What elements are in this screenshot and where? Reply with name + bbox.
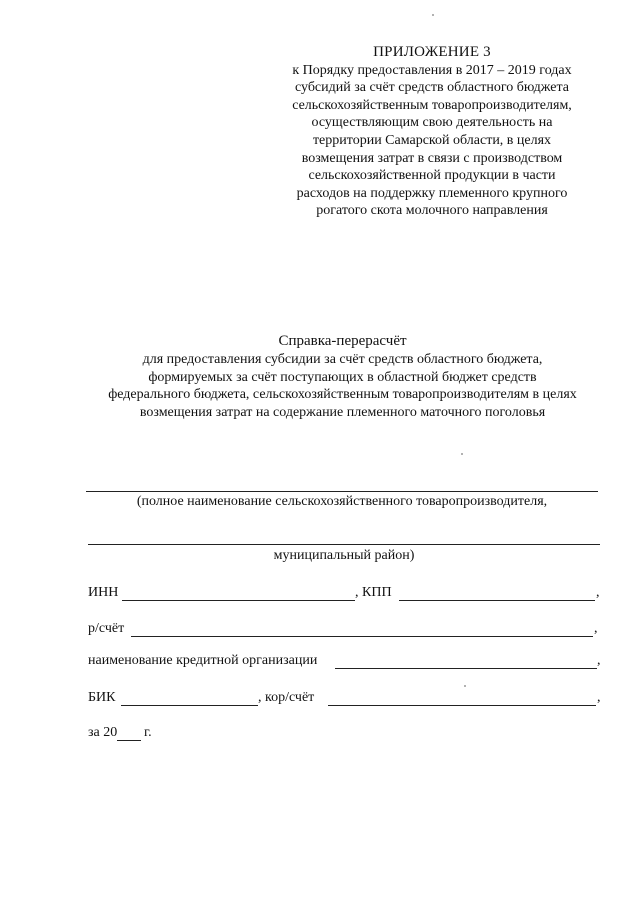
kpp-field[interactable] <box>399 600 595 601</box>
scan-speck <box>432 14 434 16</box>
bik-corr-comma: , <box>597 690 601 705</box>
period-suffix: г. <box>144 725 152 740</box>
inn-label: ИНН <box>88 585 119 600</box>
document-subtitle-line: для предоставления субсидии за счёт средств областного бюджета, <box>142 351 543 367</box>
bik-field[interactable] <box>121 705 258 706</box>
kpp-label: , КПП <box>355 585 392 600</box>
appendix-line: осуществляющим свою деятельность на <box>311 115 553 131</box>
corr-account-field[interactable] <box>328 705 596 706</box>
document-subtitle-line: возмещения затрат на содержание племенного маточного поголовья <box>139 405 546 421</box>
bank-label: наименование кредитной организации <box>88 653 318 668</box>
inn-kpp-comma: , <box>596 585 600 600</box>
bank-comma: , <box>597 653 601 668</box>
document-title-block <box>60 333 625 422</box>
account-field[interactable] <box>131 636 593 637</box>
appendix-line: сельскохозяйственным товаропроизводителям, <box>292 97 572 113</box>
appendix-line: сельскохозяйственной продукции в части <box>308 168 556 184</box>
appendix-line: возмещения затрат в связи с производством <box>301 150 563 166</box>
scan-speck <box>461 453 463 455</box>
appendix-line: рогатого скота молочного направления <box>316 203 548 219</box>
account-row <box>88 621 608 641</box>
period-year-field[interactable] <box>117 740 141 741</box>
district-caption: муниципальный район) <box>273 548 415 563</box>
appendix-line: к Порядку предоставления в 2017 – 2019 годах <box>292 62 572 78</box>
corr-account-label: , кор/счёт <box>258 690 315 705</box>
bank-field[interactable] <box>335 668 597 669</box>
period-prefix: за 20 <box>88 725 118 740</box>
producer-name-line[interactable] <box>86 491 598 492</box>
inn-field[interactable] <box>122 600 355 601</box>
document-subtitle-line: формируемых за счёт поступающих в областной бюджет средств <box>148 369 537 385</box>
bik-corr-row <box>88 690 608 710</box>
period-row <box>88 725 208 745</box>
appendix-line: субсидий за счёт средств областного бюджета <box>294 80 570 96</box>
producer-name-caption: (полное наименование сельскохозяйственного товаропроизводителя, <box>136 494 548 509</box>
district-line[interactable] <box>88 544 600 545</box>
appendix-header <box>262 44 602 220</box>
scan-speck <box>464 685 466 687</box>
appendix-line: расходов на поддержку племенного крупного <box>296 185 568 201</box>
appendix-title: ПРИЛОЖЕНИЕ 3 <box>373 44 491 60</box>
account-label: р/счёт <box>88 621 125 636</box>
bik-label: БИК <box>88 690 116 705</box>
document-heading: Справка-перерасчёт <box>278 333 407 349</box>
inn-kpp-row <box>88 585 608 605</box>
appendix-line: территории Самарской области, в целях <box>312 132 552 148</box>
document-subtitle-line: федерального бюджета, сельскохозяйственным товаропроизводителям в целях <box>108 387 577 403</box>
bank-row <box>88 653 608 673</box>
account-comma: , <box>594 621 598 636</box>
